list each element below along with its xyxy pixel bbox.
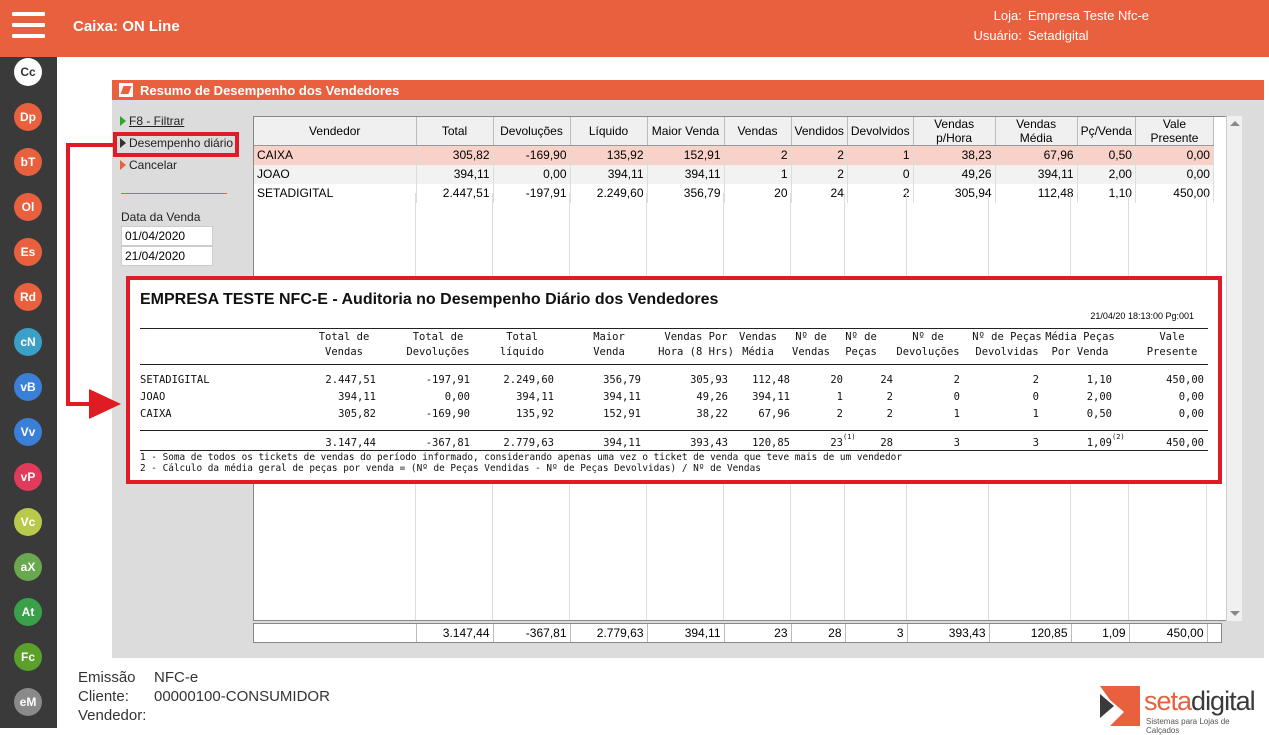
report-row-cell: SETADIGITAL (140, 374, 210, 386)
column-header[interactable]: Vale Presente (1135, 117, 1213, 146)
sidebar-item-fc-icon[interactable]: Fc (14, 643, 42, 671)
table-cell: 394,11 (647, 165, 724, 184)
report-column-header: Nº de (912, 331, 944, 343)
report-column-header: Vendas (325, 346, 363, 358)
report-column-header: Maior (593, 331, 625, 343)
cancel-label: Cancelar (129, 158, 178, 172)
table-cell: -197,91 (493, 184, 570, 203)
report-row-cell: 1 (1032, 408, 1039, 420)
report-column-header: Nº de (845, 331, 877, 343)
column-header[interactable]: Devoluções (493, 117, 570, 146)
table-cell: 2,00 (1077, 165, 1135, 184)
sidebar-item-cc-icon[interactable]: Cc (14, 58, 42, 86)
client-label: Cliente: (78, 688, 129, 705)
logo-mark-icon (1100, 686, 1140, 726)
report-title: EMPRESA TESTE NFC-E - Auditoria no Desempenho Diário dos Vendedores (140, 291, 719, 308)
report-total-cell: 2.779,63 (503, 437, 554, 449)
sidebar-item-rd-icon[interactable]: Rd (14, 283, 42, 311)
table-cell: 135,92 (570, 146, 647, 165)
report-divider (140, 328, 1208, 329)
panel-logo-icon (119, 83, 133, 97)
sidebar-item-cn-icon[interactable]: cN (14, 328, 42, 356)
table-cell: 24 (791, 184, 847, 203)
report-row-cell: 38,22 (696, 408, 728, 420)
user-label: Usuário: (973, 28, 1022, 43)
table-cell: 450,00 (1135, 184, 1213, 203)
report-column-header: Por Venda (1051, 346, 1109, 358)
menu-divider (121, 193, 227, 194)
column-header[interactable]: Líquido (570, 117, 647, 146)
column-header[interactable]: Vendas Média (995, 117, 1077, 146)
report-row-cell: 0,00 (1178, 391, 1204, 403)
emission-value: NFC-e (154, 669, 199, 686)
report-row-cell: 394,11 (603, 391, 641, 403)
report-column-header: Hora (8 Hrs) (658, 346, 734, 358)
total-cell: 3 (845, 624, 907, 642)
table-cell: 38,23 (913, 146, 995, 165)
report-column-header: Vendas Por (664, 331, 728, 343)
report-row-cell: -197,91 (425, 374, 470, 386)
report-total-cell: 394,11 (603, 437, 641, 449)
report-row-cell: 0 (953, 391, 960, 403)
report-row-cell: 2 (1032, 374, 1039, 386)
report-column-header: Média (742, 346, 774, 358)
report-row-cell: 305,82 (338, 408, 376, 420)
logo-brand-b: digital (1191, 686, 1255, 716)
report-footnote: 1 - Soma de todos os tickets de vendas do período informado, considerando apenas uma vez o ticket de venda que teve mais de um vendedor (140, 452, 902, 463)
report-column-header: Total de (318, 331, 370, 343)
column-header[interactable]: Maior Venda (647, 117, 724, 146)
top-bar (0, 0, 1269, 57)
table-cell: SETADIGITAL (254, 184, 416, 203)
report-row-cell: 112,48 (752, 374, 790, 386)
table-cell: 152,91 (647, 146, 724, 165)
user-value: Setadigital (1027, 28, 1089, 43)
report-row-cell: 2 (953, 374, 960, 386)
report-divider (140, 430, 1208, 431)
report-column-header: Devoluções (896, 346, 960, 358)
report-row-cell: 1 (836, 391, 843, 403)
report-total-cell: 3.147,44 (325, 437, 376, 449)
logo-tagline: Sistemas para Lojas de Calçados (1146, 717, 1230, 735)
filter-label: F8 - Filtrar (129, 114, 185, 128)
callout-arrow-line (66, 143, 70, 405)
client-value: 00000100-CONSUMIDOR (154, 688, 330, 705)
report-column-header: Nº de Peças (972, 331, 1042, 343)
total-cell: 23 (724, 624, 791, 642)
report-row-cell: 67,96 (758, 408, 790, 420)
report-total-cell: 450,00 (1166, 437, 1204, 449)
report-row-cell: 0 (1032, 391, 1039, 403)
table-cell: 2 (791, 146, 847, 165)
table-cell: 356,79 (647, 184, 724, 203)
cancel-menu-item[interactable] (120, 158, 177, 172)
highlight-box (113, 132, 239, 157)
column-header[interactable]: Devolvidos (847, 117, 913, 146)
callout-arrow-head-icon (89, 389, 121, 419)
total-cell: 393,43 (907, 624, 989, 642)
total-cell: 120,85 (989, 624, 1071, 642)
total-cell: 394,11 (647, 624, 724, 642)
report-row-cell: JOAO (140, 391, 166, 403)
report-row-cell: 1 (953, 408, 960, 420)
report-row-cell: 24 (880, 374, 893, 386)
play-icon (120, 116, 126, 126)
report-column-header: Vendas (792, 346, 830, 358)
app-title: Caixa: ON Line (73, 18, 180, 35)
report-row-cell: 2 (886, 391, 893, 403)
report-row-cell: 2 (836, 408, 843, 420)
report-row-cell: 152,91 (603, 408, 641, 420)
date-from-field[interactable]: 01/04/2020 (121, 226, 213, 246)
setadigital-logo (1100, 686, 1260, 735)
table-cell: 112,48 (995, 184, 1077, 203)
table-cell: 394,11 (995, 165, 1077, 184)
footnote-marker: (1) (843, 433, 856, 441)
report-footnote: 2 - Cálculo da média geral de peças por venda = (Nº de Peças Vendidas - Nº de Peças Devolvidas) / Nº de Vendas (140, 463, 761, 474)
table-cell: 305,94 (913, 184, 995, 203)
report-total-cell: -367,81 (425, 437, 470, 449)
column-header[interactable]: Vendas (724, 117, 791, 146)
table-cell: 394,11 (416, 165, 493, 184)
store-value: Empresa Teste Nfc-e (1027, 8, 1149, 23)
table-cell: 0,00 (1135, 165, 1213, 184)
table-cell: 2 (791, 165, 847, 184)
report-row-cell: 20 (830, 374, 843, 386)
scroll-up-icon[interactable] (1230, 121, 1240, 126)
report-total-cell: 3 (1032, 437, 1039, 449)
report-row-cell: 2,00 (1086, 391, 1112, 403)
report-row-cell: 2 (886, 408, 893, 420)
report-column-header: Nº de (795, 331, 827, 343)
report-row-cell: 2.447,51 (325, 374, 376, 386)
callout-arrow-line (66, 143, 114, 147)
table-cell: 1 (724, 165, 791, 184)
logo-brand-a: seta (1144, 686, 1192, 716)
sidebar (0, 57, 57, 728)
report-row-cell: 1,10 (1086, 374, 1112, 386)
table-cell: 2 (847, 184, 913, 203)
sidebar-item-vb-icon[interactable]: vB (14, 373, 42, 401)
report-row-cell: 135,92 (516, 408, 554, 420)
sidebar-item-bt-icon[interactable]: bT (14, 148, 42, 176)
report-column-header: Peças (845, 346, 877, 358)
total-cell: -367,81 (493, 624, 570, 642)
filter-menu-item[interactable] (120, 114, 184, 128)
table-cell: 2 (724, 146, 791, 165)
report-column-header: Vale (1159, 331, 1185, 343)
table-cell: 2.249,60 (570, 184, 647, 203)
total-cell: 28 (791, 624, 845, 642)
column-header[interactable]: Vendidos (791, 117, 847, 146)
column-header[interactable]: Pç/Venda (1077, 117, 1135, 146)
report-column-header: Devoluções (406, 346, 470, 358)
store-label: Loja: (993, 8, 1022, 23)
sellers-table (254, 117, 1214, 203)
table-cell: 0,00 (1135, 146, 1213, 165)
sidebar-item-es-icon[interactable]: Es (14, 238, 42, 266)
total-cell: 1,09 (1071, 624, 1129, 642)
report-row-cell: CAIXA (140, 408, 172, 420)
date-label: Data da Venda (121, 210, 201, 224)
column-header[interactable]: Vendedor (254, 117, 416, 146)
seller-label: Vendedor: (78, 707, 147, 724)
sidebar-item-at-icon[interactable]: At (14, 598, 42, 626)
callout-arrow-line (66, 402, 91, 406)
report-total-cell: 1,09 (1086, 437, 1112, 449)
table-cell: 67,96 (995, 146, 1077, 165)
report-datetime: 21/04/20 18:13:00 Pg:001 (1090, 311, 1194, 321)
table-cell: 394,11 (570, 165, 647, 184)
report-column-header: líquido (499, 346, 545, 358)
report-row-cell: 0,50 (1086, 408, 1112, 420)
report-divider (140, 364, 1208, 365)
report-total-cell: 3 (953, 437, 960, 449)
daily-performance-label: Desempenho diário (129, 136, 234, 150)
logo-text (1144, 686, 1255, 717)
report-divider (140, 450, 1208, 451)
footnote-marker: (2) (1112, 433, 1125, 441)
sidebar-item-vc-icon[interactable]: Vc (14, 508, 42, 536)
total-cell: 2.779,63 (570, 624, 647, 642)
panel-title (112, 80, 1264, 100)
total-cell (254, 624, 416, 642)
report-column-header: Vendas (739, 331, 777, 343)
total-cell: 3.147,44 (416, 624, 493, 642)
total-cell: 450,00 (1129, 624, 1207, 642)
column-header[interactable]: Total (416, 117, 493, 146)
table-cell: 20 (724, 184, 791, 203)
report-column-header: Média Peças (1045, 331, 1115, 343)
sidebar-item-vv-icon[interactable]: Vv (14, 418, 42, 446)
grid-totals-row (253, 623, 1222, 643)
report-row-cell: 2.249,60 (503, 374, 554, 386)
sidebar-item-ax-icon[interactable]: aX (14, 553, 42, 581)
table-row[interactable] (254, 165, 1213, 184)
table-cell: 1,10 (1077, 184, 1135, 203)
grid-scrollbar[interactable] (1226, 116, 1242, 621)
footer-info (78, 668, 330, 725)
table-cell: 0 (847, 165, 913, 184)
report-column-header: Total (506, 331, 538, 343)
column-header[interactable]: Vendas p/Hora (913, 117, 995, 146)
report-column-header: Total de (412, 331, 464, 343)
report-row-cell: 450,00 (1166, 374, 1204, 386)
report-row-cell: -169,90 (425, 408, 470, 420)
hamburger-menu-icon[interactable] (12, 12, 45, 42)
report-total-cell: 23 (830, 437, 843, 449)
daily-report-preview (126, 276, 1222, 484)
report-total-cell: 120,85 (752, 437, 790, 449)
table-cell: JOAO (254, 165, 416, 184)
sidebar-item-dp-icon[interactable]: Dp (14, 103, 42, 131)
sidebar-item-vp-icon[interactable]: vP (14, 463, 42, 491)
store-info (966, 6, 1149, 46)
table-cell: 0,00 (493, 165, 570, 184)
report-row-cell: 0,00 (1178, 408, 1204, 420)
report-column-header: Venda (593, 346, 625, 358)
report-row-cell: 305,93 (690, 374, 728, 386)
report-column-header: Devolvidas (975, 346, 1039, 358)
table-row[interactable] (254, 146, 1213, 165)
report-row-cell: 356,79 (603, 374, 641, 386)
table-cell: 1 (847, 146, 913, 165)
table-cell: 305,82 (416, 146, 493, 165)
report-row-cell: 394,11 (338, 391, 376, 403)
table-cell: 2.447,51 (416, 184, 493, 203)
report-row-cell: 394,11 (752, 391, 790, 403)
report-total-cell: 28 (880, 437, 893, 449)
table-cell: CAIXA (254, 146, 416, 165)
panel-title-text: Resumo de Desempenho dos Vendedores (140, 83, 400, 98)
report-total-cell: 393,43 (690, 437, 728, 449)
report-row-cell: 49,26 (696, 391, 728, 403)
table-cell: 0,50 (1077, 146, 1135, 165)
sidebar-item-ol-icon[interactable]: Ol (14, 193, 42, 221)
table-cell: -169,90 (493, 146, 570, 165)
scroll-down-icon[interactable] (1230, 611, 1240, 616)
play-icon (120, 160, 126, 170)
date-to-field[interactable]: 21/04/2020 (121, 246, 213, 266)
report-row-cell: 0,00 (444, 391, 470, 403)
report-column-header: Presente (1146, 346, 1198, 358)
sidebar-item-em-icon[interactable]: eM (14, 688, 42, 716)
table-cell: 49,26 (913, 165, 995, 184)
report-row-cell: 394,11 (516, 391, 554, 403)
emission-label: Emissão (78, 669, 136, 686)
